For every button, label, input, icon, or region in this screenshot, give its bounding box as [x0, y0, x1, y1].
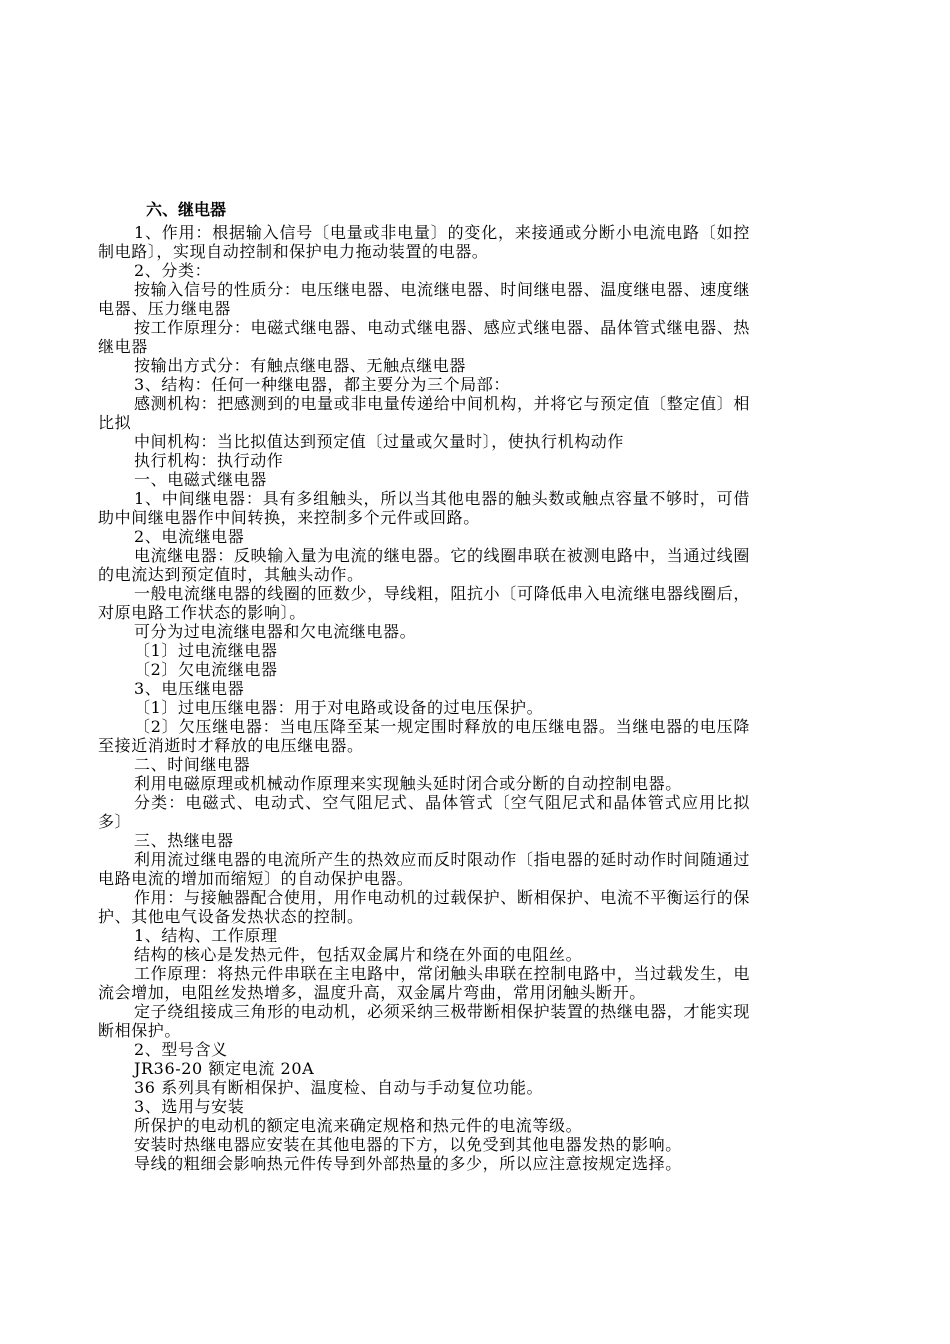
- paragraph: 安装时热继电器应安装在其他电器的下方，以免受到其他电器发热的影响。: [134, 1135, 682, 1154]
- paragraph: 结构的核心是发热元件，包括双金属片和绕在外面的电阻丝。: [134, 945, 583, 964]
- paragraph: 按输入信号的性质分：电压继电器、电流继电器、时间继电器、温度继电器、速度继电器、压力继电器: [98, 280, 750, 318]
- paragraph: 作用：与接触器配合使用，用作电动机的过载保护、断相保护、电流不平衡运行的保护、其他电气设备发热状态的控制。: [98, 888, 750, 926]
- paragraph: 3、结构：任何一种继电器，都主要分为三个局部：: [134, 375, 510, 394]
- paragraph: 分类：电磁式、电动式、空气阻尼式、晶体管式〔空气阻尼式和晶体管式应用比拟多〕: [98, 793, 750, 831]
- paragraph: 1、结构、工作原理: [134, 926, 278, 945]
- paragraph: 〔1〕过电流继电器: [134, 641, 278, 660]
- paragraph: 二、时间继电器: [134, 755, 251, 774]
- paragraph: 〔2〕欠电流继电器: [134, 660, 278, 679]
- paragraph: 按输出方式分：有触点继电器、无触点继电器: [134, 356, 467, 375]
- paragraph: 所保护的电动机的额定电流来确定规格和热元件的电流等级。: [134, 1116, 583, 1135]
- paragraph: JR36-20 额定电流 20A: [134, 1059, 315, 1078]
- paragraph: 一般电流继电器的线圈的匝数少，导线粗，阻抗小〔可降低串入电流继电器线圈后，对原电路工作状态的影响〕。: [98, 584, 750, 622]
- paragraph: 1、作用：根据输入信号〔电量或非电量〕的变化，来接通或分断小电流电路〔如控制电路〕，实现自动控制和保护电力拖动装置的电器。: [98, 223, 750, 261]
- paragraph: 〔1〕过电压继电器：用于对电路或设备的过电压保护。: [134, 698, 544, 717]
- document-body: [98, 223, 750, 1173]
- paragraph: 1、中间继电器：具有多组触头，所以当其他电器的触头数或触点容量不够时，可借助中间继电器作中间转换，来控制多个元件或回路。: [98, 489, 750, 527]
- paragraph: 执行机构：执行动作: [134, 451, 284, 470]
- paragraph: 3、选用与安装: [134, 1097, 245, 1116]
- paragraph: 工作原理：将热元件串联在主电路中，常闭触头串联在控制电路中，当过载发生，电流会增加，电阻丝发热增多，温度升高，双金属片弯曲，常用闭触头断开。: [98, 964, 750, 1002]
- paragraph: 电流继电器：反映输入量为电流的继电器。它的线圈串联在被测电路中，当通过线圈的电流达到预定值时，其触头动作。: [98, 546, 750, 584]
- paragraph: 导线的粗细会影响热元件传导到外部热量的多少，所以应注意按规定选择。: [134, 1154, 682, 1173]
- paragraph: 2、分类：: [134, 261, 212, 280]
- paragraph: 一、电磁式继电器: [134, 470, 267, 489]
- paragraph: 利用流过继电器的电流所产生的热效应而反时限动作〔指电器的延时动作时间随通过电路电流的增加而缩短〕的自动保护电器。: [98, 850, 750, 888]
- paragraph: 利用电磁原理或机械动作原理来实现触头延时闭合或分断的自动控制电器。: [134, 774, 682, 793]
- paragraph: 3、电压继电器: [134, 679, 245, 698]
- paragraph: 感测机构：把感测到的电量或非电量传递给中间机构，并将它与预定值〔整定值〕相比拟: [98, 394, 750, 432]
- paragraph: 2、型号含义: [134, 1040, 228, 1059]
- paragraph: 按工作原理分：电磁式继电器、电动式继电器、感应式继电器、晶体管式继电器、热继电器: [98, 318, 750, 356]
- paragraph: 〔2〕欠压继电器：当电压降至某一规定围时释放的电压继电器。当继电器的电压降至接近消逝时才释放的电压继电器。: [98, 717, 750, 755]
- section-heading: 六、继电器: [146, 200, 227, 219]
- paragraph: 2、电流继电器: [134, 527, 245, 546]
- paragraph: 中间机构：当比拟值达到预定值〔过量或欠量时〕，使执行机构动作: [134, 432, 625, 451]
- document-page: [98, 200, 750, 1173]
- paragraph: 三、热继电器: [134, 831, 234, 850]
- paragraph: 定子绕组接成三角形的电动机，必须采纳三极带断相保护装置的热继电器，才能实现断相保护。: [98, 1002, 750, 1040]
- paragraph: 可分为过电流继电器和欠电流继电器。: [134, 622, 417, 641]
- paragraph: 36 系列具有断相保护、温度检、自动与手动复位功能。: [134, 1078, 544, 1097]
